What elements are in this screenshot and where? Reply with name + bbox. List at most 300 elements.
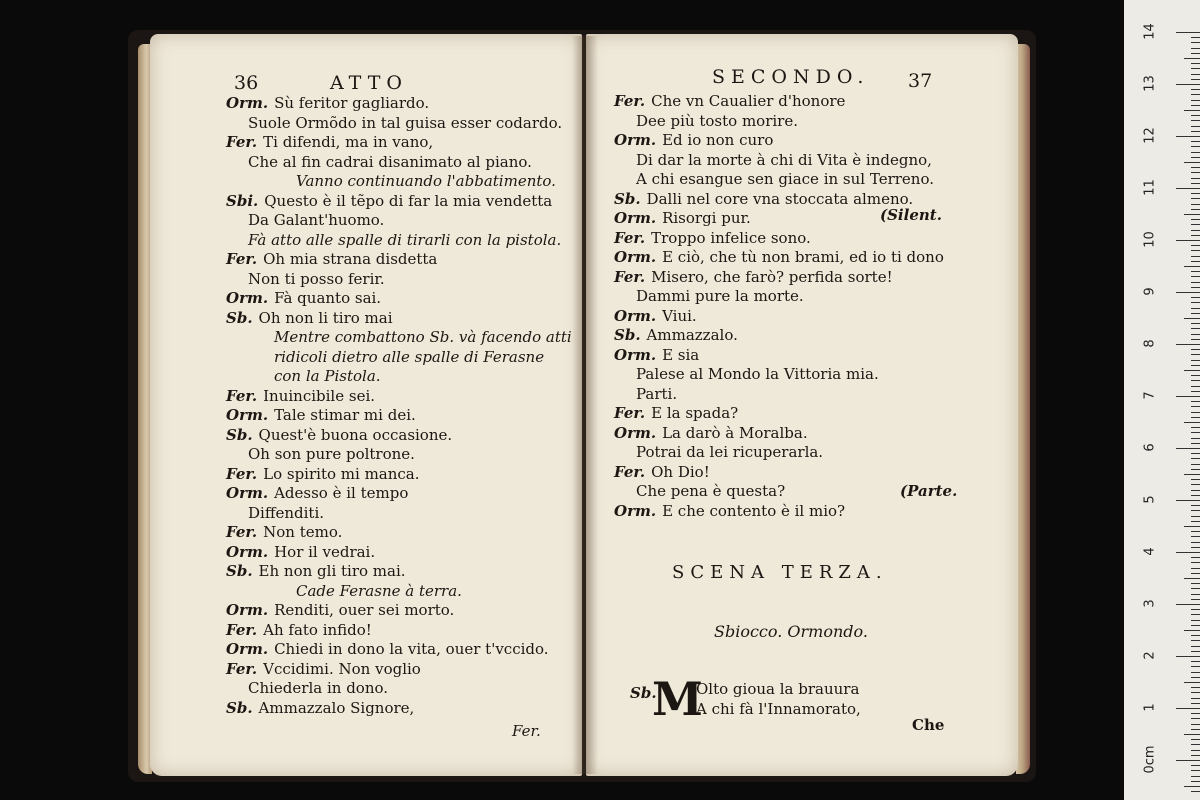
ruler-tick bbox=[1176, 552, 1200, 553]
ruler-tick bbox=[1191, 406, 1200, 407]
text-line bbox=[614, 131, 944, 151]
ruler-tick bbox=[1191, 105, 1200, 106]
text-line bbox=[614, 287, 944, 307]
text-line bbox=[226, 172, 572, 192]
speaker-label: Orm. bbox=[614, 501, 657, 520]
text-line bbox=[614, 443, 944, 463]
book-gutter bbox=[572, 36, 598, 774]
measuring-ruler bbox=[1124, 0, 1200, 800]
ruler-tick bbox=[1191, 178, 1200, 179]
ruler-tick bbox=[1184, 266, 1200, 267]
ruler-tick bbox=[1191, 744, 1200, 745]
ruler-tick bbox=[1191, 334, 1200, 335]
ruler-tick bbox=[1191, 542, 1200, 543]
ruler-tick bbox=[1191, 198, 1200, 199]
ruler-tick bbox=[1191, 391, 1200, 392]
ruler-tick bbox=[1191, 453, 1200, 454]
speaker-label: Orm. bbox=[226, 94, 269, 112]
ruler-tick bbox=[1191, 698, 1200, 699]
speaker-label: Sb. bbox=[226, 425, 253, 444]
stage-direction: ridicoli dietro alle spalle di Ferasпe bbox=[274, 347, 545, 366]
stage-direction: Cade Ferasпe à terra. bbox=[296, 581, 462, 600]
text-line bbox=[226, 367, 572, 387]
ruler-tick bbox=[1191, 594, 1200, 595]
ruler-tick bbox=[1184, 630, 1200, 631]
text-line bbox=[226, 699, 572, 719]
right-catchword: Che bbox=[912, 716, 945, 734]
text-line bbox=[226, 484, 572, 504]
dropcap-line-2: A chi fà l'Innamorato, bbox=[696, 700, 861, 718]
text-line bbox=[226, 153, 572, 173]
ruler-tick bbox=[1191, 380, 1200, 381]
text-line bbox=[226, 211, 572, 231]
speaker-label: Orm. bbox=[614, 345, 657, 364]
ruler-tick bbox=[1191, 235, 1200, 236]
ruler-tick bbox=[1191, 640, 1200, 641]
verse-text: Oh mia strana disdetta bbox=[263, 250, 438, 268]
speaker-label: Fer. bbox=[614, 228, 646, 247]
ruler-tick bbox=[1191, 152, 1200, 153]
ruler-tick bbox=[1191, 464, 1200, 465]
verse-text: Oh son pure poltrone. bbox=[248, 445, 415, 463]
ruler-tick bbox=[1191, 427, 1200, 428]
verse-text: Viui. bbox=[662, 306, 697, 325]
verse-text: Misero, che farò? perfida sorte! bbox=[651, 267, 893, 286]
speaker-label: Orm. bbox=[226, 542, 269, 561]
verse-text: Hor il vedrai. bbox=[274, 542, 376, 561]
ruler-tick bbox=[1191, 193, 1200, 194]
ruler-tick bbox=[1184, 162, 1200, 163]
ruler-tick bbox=[1191, 505, 1200, 506]
ruler-tick bbox=[1184, 214, 1200, 215]
speaker-label: Sb. bbox=[614, 189, 641, 208]
ruler-tick bbox=[1191, 443, 1200, 444]
text-line bbox=[226, 465, 572, 485]
speaker-label: Fer. bbox=[614, 462, 646, 481]
text-line bbox=[614, 326, 944, 346]
ruler-number: 6 bbox=[1142, 443, 1158, 452]
ruler-tick bbox=[1191, 510, 1200, 511]
verse-text: Inuincibile sei. bbox=[263, 386, 376, 405]
speaker-label: Sb. bbox=[226, 308, 253, 327]
ruler-tick bbox=[1191, 250, 1200, 251]
speaker-label: Sb. bbox=[226, 562, 253, 580]
text-line bbox=[226, 192, 572, 212]
ruler-tick bbox=[1191, 791, 1200, 792]
ruler-tick bbox=[1191, 261, 1200, 262]
ruler-tick bbox=[1191, 666, 1200, 667]
speaker-label: Orm. bbox=[226, 601, 269, 619]
ruler-tick bbox=[1184, 578, 1200, 579]
ruler-tick bbox=[1191, 401, 1200, 402]
speaker-label: Orm. bbox=[614, 306, 657, 325]
ruler-tick bbox=[1191, 521, 1200, 522]
ruler-tick bbox=[1191, 718, 1200, 719]
verse-text: Adesso è il tempo bbox=[274, 484, 409, 502]
text-line bbox=[614, 365, 944, 385]
verse-text: Risorgi pur. bbox=[662, 209, 751, 227]
ruler-tick bbox=[1191, 651, 1200, 652]
ruler-tick bbox=[1176, 396, 1200, 397]
ruler-tick bbox=[1191, 157, 1200, 158]
speaker-label: Orm. bbox=[614, 209, 657, 227]
ruler-tick bbox=[1176, 656, 1200, 657]
ruler-tick bbox=[1191, 94, 1200, 95]
ruler-tick bbox=[1191, 256, 1200, 257]
verse-text: Oh Dio! bbox=[651, 462, 710, 481]
ruler-tick bbox=[1184, 370, 1200, 371]
ruler-tick bbox=[1191, 120, 1200, 121]
ruler-tick bbox=[1191, 729, 1200, 730]
ruler-tick bbox=[1191, 739, 1200, 740]
left-page-text bbox=[226, 94, 572, 718]
left-running-head: ATTO bbox=[330, 72, 408, 94]
verse-text: E ciò, che tù non brami, ed io ti dono bbox=[662, 248, 944, 266]
verse-text: Che al fin cadrai disanimato al piano. bbox=[248, 152, 532, 171]
ruler-tick bbox=[1191, 271, 1200, 272]
ruler-tick bbox=[1191, 172, 1200, 173]
stage-direction: con la Pistola. bbox=[274, 367, 381, 385]
stage-direction: Fà atto alle spalle di tirarli con la pistola. bbox=[248, 230, 562, 249]
ruler-tick bbox=[1191, 776, 1200, 777]
ruler-tick bbox=[1191, 386, 1200, 387]
ruler-tick bbox=[1191, 209, 1200, 210]
left-catchword: Fer. bbox=[512, 722, 541, 740]
ruler-number: 13 bbox=[1142, 75, 1158, 92]
ruler-tick bbox=[1191, 547, 1200, 548]
verse-text: Dammi pure la morte. bbox=[636, 287, 804, 305]
speaker-label: Orm. bbox=[226, 289, 269, 307]
ruler-number: 11 bbox=[1142, 179, 1158, 196]
text-line bbox=[226, 94, 572, 114]
verse-text: Oh non li tiro mai bbox=[258, 308, 393, 327]
ruler-tick bbox=[1176, 708, 1200, 709]
ruler-tick bbox=[1191, 302, 1200, 303]
text-line bbox=[226, 445, 572, 465]
ruler-tick bbox=[1176, 240, 1200, 241]
verse-text: Di dar la morte à chi di Vita è indegno, bbox=[636, 150, 932, 169]
ruler-tick bbox=[1191, 328, 1200, 329]
ruler-tick bbox=[1191, 323, 1200, 324]
ruler-tick bbox=[1176, 32, 1200, 33]
text-line bbox=[226, 250, 572, 270]
ruler-tick bbox=[1191, 755, 1200, 756]
verse-text: A chi esangue sen giace in sul Terreno. bbox=[636, 170, 934, 188]
ruler-number: 12 bbox=[1142, 127, 1158, 144]
verse-text: Ah fato infido! bbox=[263, 620, 372, 639]
ruler-tick bbox=[1191, 339, 1200, 340]
verse-text: Che vn Caualier d'honore bbox=[651, 92, 846, 110]
speaker-label: Fer. bbox=[226, 250, 258, 268]
verse-text: Sù feritor gagliardo. bbox=[274, 94, 430, 112]
text-line bbox=[226, 348, 572, 368]
text-line bbox=[226, 660, 572, 680]
ruler-tick bbox=[1191, 620, 1200, 621]
right-folio: 37 bbox=[908, 70, 933, 92]
verse-text: Eh non gli tiro mai. bbox=[258, 562, 406, 580]
ruler-tick bbox=[1191, 282, 1200, 283]
text-line bbox=[226, 679, 572, 699]
verse-text: Dee più tosto morire. bbox=[636, 111, 798, 130]
drop-cap-letter: M bbox=[652, 672, 703, 726]
aside-parte: (Parte. bbox=[900, 482, 958, 500]
ruler-tick bbox=[1191, 131, 1200, 132]
ruler-tick bbox=[1191, 245, 1200, 246]
ruler-tick bbox=[1191, 531, 1200, 532]
ruler-tick bbox=[1191, 713, 1200, 714]
ruler-number: 2 bbox=[1142, 651, 1158, 660]
verse-text: Lo spirito mi manca. bbox=[263, 464, 420, 483]
verse-text: Quest'è buona occasione. bbox=[258, 425, 453, 444]
text-line bbox=[226, 114, 572, 134]
left-folio: 36 bbox=[234, 72, 259, 94]
ruler-tick bbox=[1176, 84, 1200, 85]
dropcap-line-1: Olto gioua la brauura bbox=[696, 680, 860, 698]
verse-text: E che contento è il mio? bbox=[662, 501, 846, 520]
ruler-tick bbox=[1191, 568, 1200, 569]
speaker-label: Fer. bbox=[226, 523, 258, 541]
ruler-tick bbox=[1191, 74, 1200, 75]
speaker-label: Orm. bbox=[226, 484, 269, 502]
book-edge-right bbox=[1016, 44, 1030, 774]
ruler-tick bbox=[1191, 115, 1200, 116]
verse-text: Ed io non curo bbox=[662, 131, 774, 149]
ruler-tick bbox=[1191, 219, 1200, 220]
ruler-number: 10 bbox=[1142, 231, 1158, 248]
ruler-number: 9 bbox=[1142, 287, 1158, 296]
ruler-number: 14 bbox=[1142, 23, 1158, 40]
speaker-label: Orm. bbox=[614, 131, 657, 149]
text-line bbox=[226, 231, 572, 251]
ruler-tick bbox=[1184, 110, 1200, 111]
ruler-tick bbox=[1191, 557, 1200, 558]
ruler-tick bbox=[1191, 360, 1200, 361]
scene-characters: Sbiocco. Ormondo. bbox=[714, 622, 868, 641]
ruler-tick bbox=[1191, 703, 1200, 704]
text-line bbox=[614, 385, 944, 405]
verse-text: Che pena è questa? bbox=[636, 482, 786, 500]
text-line bbox=[614, 151, 944, 171]
ruler-tick bbox=[1191, 349, 1200, 350]
ruler-number: 8 bbox=[1142, 339, 1158, 348]
verse-text: Diffenditi. bbox=[248, 503, 325, 522]
verse-text: E la spada? bbox=[651, 404, 739, 422]
ruler-number: 7 bbox=[1142, 391, 1158, 400]
verse-text: Non temo. bbox=[263, 523, 343, 541]
text-line bbox=[226, 406, 572, 426]
ruler-tick bbox=[1191, 276, 1200, 277]
text-line bbox=[614, 268, 944, 288]
ruler-tick bbox=[1191, 167, 1200, 168]
ruler-tick bbox=[1191, 37, 1200, 38]
text-line bbox=[614, 404, 944, 424]
verse-text: Suole Ormõdo in tal guisa esser codardo. bbox=[248, 113, 563, 132]
text-line bbox=[614, 346, 944, 366]
verse-text: La darò à Moralba. bbox=[662, 423, 808, 442]
right-running-head: SECONDO. bbox=[712, 66, 870, 88]
ruler-number: 3 bbox=[1142, 599, 1158, 608]
scene-title: SCENA TERZA. bbox=[672, 562, 888, 583]
ruler-tick bbox=[1191, 230, 1200, 231]
ruler-tick bbox=[1191, 354, 1200, 355]
ruler-tick bbox=[1176, 136, 1200, 137]
dropcap-speaker: Sb. bbox=[630, 684, 657, 702]
ruler-tick bbox=[1191, 53, 1200, 54]
ruler-tick bbox=[1191, 750, 1200, 751]
ruler-tick bbox=[1191, 484, 1200, 485]
ruler-tick bbox=[1191, 79, 1200, 80]
ruler-tick bbox=[1191, 68, 1200, 69]
text-line bbox=[226, 426, 572, 446]
speaker-label: Fer. bbox=[226, 620, 258, 639]
ruler-tick bbox=[1191, 412, 1200, 413]
ruler-tick bbox=[1184, 318, 1200, 319]
speaker-label: Sb. bbox=[614, 326, 641, 344]
ruler-tick bbox=[1184, 682, 1200, 683]
ruler-tick bbox=[1191, 635, 1200, 636]
speaker-label: Orm. bbox=[226, 406, 269, 424]
verse-text: Non ti posso ferir. bbox=[248, 269, 385, 288]
speaker-label: Fer. bbox=[614, 404, 646, 422]
ruler-tick bbox=[1191, 781, 1200, 782]
text-line bbox=[614, 170, 944, 190]
text-line bbox=[226, 133, 572, 153]
verse-text: Troppo infelice sono. bbox=[651, 228, 811, 247]
verse-text: Dalli nel core vna stoccata almeno. bbox=[646, 189, 914, 208]
ruler-tick bbox=[1191, 599, 1200, 600]
ruler-tick bbox=[1176, 344, 1200, 345]
ruler-tick bbox=[1191, 516, 1200, 517]
ruler-tick bbox=[1184, 58, 1200, 59]
ruler-tick bbox=[1191, 677, 1200, 678]
ruler-tick bbox=[1191, 313, 1200, 314]
verse-text: Parti. bbox=[636, 384, 678, 403]
ruler-tick bbox=[1184, 526, 1200, 527]
ruler-tick bbox=[1191, 287, 1200, 288]
ruler-tick bbox=[1191, 692, 1200, 693]
ruler-tick bbox=[1191, 583, 1200, 584]
ruler-tick bbox=[1191, 625, 1200, 626]
ruler-tick bbox=[1184, 734, 1200, 735]
text-line bbox=[226, 621, 572, 641]
ruler-number: 5 bbox=[1142, 495, 1158, 504]
text-line bbox=[226, 328, 572, 348]
ruler-tick bbox=[1191, 146, 1200, 147]
speaker-label: Sbi. bbox=[226, 191, 259, 210]
speaker-label: Fer. bbox=[226, 659, 258, 678]
ruler-tick bbox=[1176, 604, 1200, 605]
ruler-tick bbox=[1191, 308, 1200, 309]
text-line bbox=[226, 270, 572, 290]
speaker-label: Orm. bbox=[226, 640, 269, 658]
ruler-tick bbox=[1191, 365, 1200, 366]
ruler-tick bbox=[1191, 614, 1200, 615]
text-line bbox=[226, 523, 572, 543]
text-line bbox=[614, 248, 944, 268]
text-line bbox=[614, 463, 944, 483]
ruler-tick bbox=[1191, 224, 1200, 225]
ruler-tick bbox=[1191, 438, 1200, 439]
right-page-text bbox=[614, 92, 944, 521]
stage-direction: Vanno continuando l'abbatimento. bbox=[296, 172, 556, 190]
text-line bbox=[614, 92, 944, 112]
ruler-tick bbox=[1184, 786, 1200, 787]
ruler-tick bbox=[1191, 63, 1200, 64]
ruler-tick bbox=[1191, 417, 1200, 418]
ruler-tick bbox=[1191, 724, 1200, 725]
ruler-tick bbox=[1191, 687, 1200, 688]
ruler-tick bbox=[1176, 760, 1200, 761]
verse-text: Ti difendi, ma in vano, bbox=[263, 133, 434, 151]
ruler-tick bbox=[1191, 562, 1200, 563]
ruler-tick bbox=[1191, 609, 1200, 610]
ruler-tick bbox=[1191, 646, 1200, 647]
verse-text: Potrai da lei ricuperarla. bbox=[636, 443, 824, 461]
verse-text: Da Galant'huomo. bbox=[248, 211, 385, 229]
text-line bbox=[226, 640, 572, 660]
ruler-tick bbox=[1191, 661, 1200, 662]
text-line bbox=[226, 387, 572, 407]
speaker-label: Fer. bbox=[226, 464, 258, 483]
ruler-tick bbox=[1176, 500, 1200, 501]
ruler-tick bbox=[1176, 292, 1200, 293]
ruler-tick bbox=[1191, 469, 1200, 470]
ruler-tick bbox=[1191, 573, 1200, 574]
ruler-tick bbox=[1176, 448, 1200, 449]
stage-direction: Mentre combattono Sb. và facendo atti bbox=[274, 328, 572, 346]
ruler-number: 1 bbox=[1142, 703, 1158, 712]
verse-text: Ammazzalo Signore, bbox=[258, 698, 415, 717]
ruler-tick bbox=[1191, 495, 1200, 496]
ruler-number: 0cm bbox=[1142, 745, 1158, 774]
speaker-label: Fer. bbox=[614, 92, 646, 110]
verse-text: Renditi, ouer sei morto. bbox=[274, 601, 455, 619]
text-line bbox=[614, 502, 944, 522]
text-line bbox=[614, 424, 944, 444]
text-line bbox=[614, 307, 944, 327]
aside-silent: (Silent. bbox=[880, 206, 942, 224]
text-line bbox=[614, 482, 944, 502]
ruler-tick bbox=[1191, 588, 1200, 589]
verse-text: Fà quanto sai. bbox=[274, 289, 382, 307]
speaker-label: Orm. bbox=[614, 423, 657, 442]
ruler-tick bbox=[1176, 188, 1200, 189]
ruler-tick bbox=[1191, 100, 1200, 101]
speaker-label: Fer. bbox=[614, 267, 646, 286]
text-line bbox=[614, 229, 944, 249]
verse-text: Chiederla in dono. bbox=[248, 679, 389, 697]
text-line bbox=[226, 543, 572, 563]
text-line bbox=[226, 562, 572, 582]
ruler-number: 4 bbox=[1142, 547, 1158, 556]
ruler-tick bbox=[1191, 42, 1200, 43]
text-line bbox=[226, 601, 572, 621]
text-line bbox=[226, 309, 572, 329]
ruler-tick bbox=[1184, 422, 1200, 423]
verse-text: Ammazzalo. bbox=[646, 326, 738, 344]
ruler-tick bbox=[1191, 204, 1200, 205]
verse-text: Tale stimar mi dei. bbox=[274, 406, 416, 424]
ruler-tick bbox=[1191, 183, 1200, 184]
text-line bbox=[614, 112, 944, 132]
ruler-tick bbox=[1191, 770, 1200, 771]
ruler-tick bbox=[1184, 474, 1200, 475]
ruler-tick bbox=[1191, 458, 1200, 459]
ruler-tick bbox=[1191, 297, 1200, 298]
verse-text: Chiedi in dono la vita, ouer t'vccido. bbox=[274, 640, 549, 658]
verse-text: E sia bbox=[662, 345, 700, 364]
text-line bbox=[226, 504, 572, 524]
